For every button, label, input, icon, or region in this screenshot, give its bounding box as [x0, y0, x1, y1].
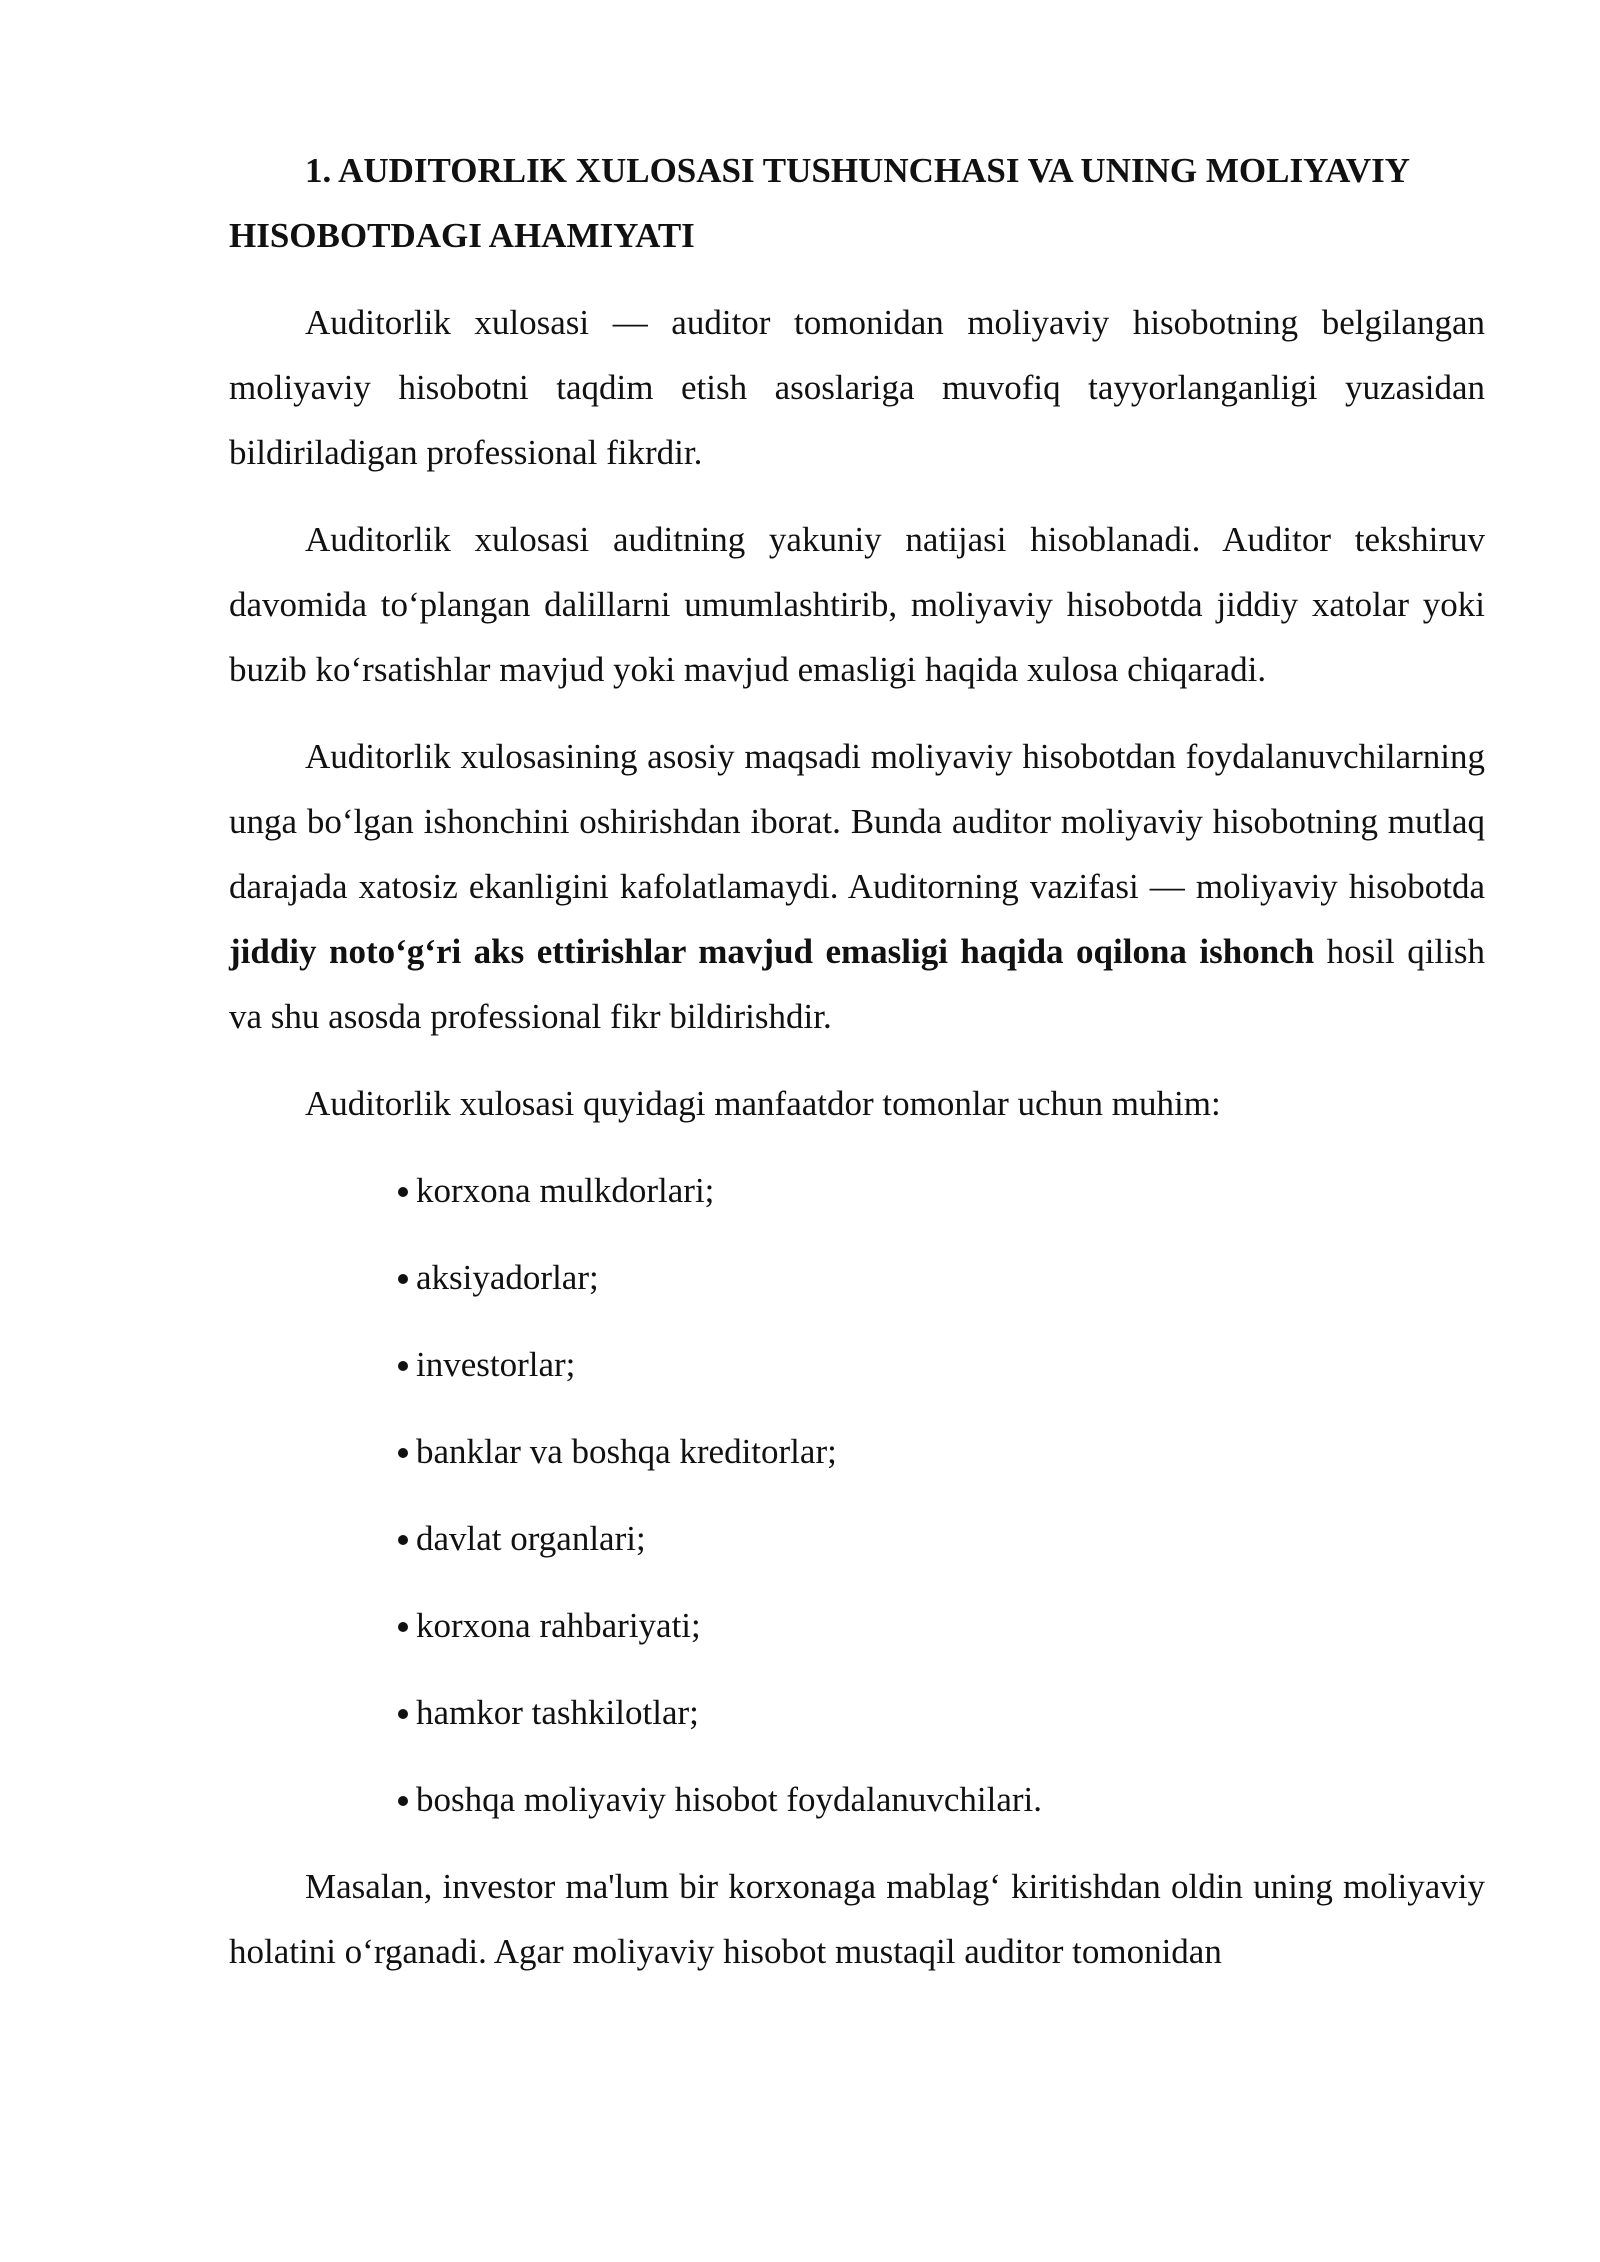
stakeholder-list — [229, 1158, 1485, 1832]
list-item-text: korxona mulkdorlari; — [416, 1171, 715, 1210]
list-item — [398, 1419, 1485, 1484]
list-item-text: hamkor tashkilotlar; — [416, 1693, 699, 1732]
bullet-icon — [398, 1448, 408, 1458]
list-item-text: davlat organlari; — [416, 1519, 646, 1558]
list-item — [398, 1680, 1485, 1745]
heading-line-2: HISOBOTDAGI AHAMIYATI — [229, 216, 695, 255]
purpose-text-before: Auditorlik xulosasining asosiy maqsadi moliyaviy hisobotdan foydalanuvchilarning unga bo‘lgan ishonchini oshirishdan iborat. Bunda auditor moliyaviy hisobotning mutlaq darajada xatosiz ekanligini kafolatlamaydi. Auditorning vazifasi — moliyaviy hisobotda — [229, 737, 1485, 906]
bullet-icon — [398, 1535, 408, 1545]
list-item — [398, 1593, 1485, 1658]
list-item — [398, 1506, 1485, 1571]
heading-line-1: 1. AUDITORLIK XULOSASI TUSHUNCHASI VA UNING MOLIYAVIY — [305, 151, 1411, 190]
list-intro: Auditorlik xulosasi quyidagi manfaatdor tomonlar uchun muhim: — [305, 1084, 1221, 1123]
list-item-text: banklar va boshqa kreditorlar; — [416, 1432, 837, 1471]
bullet-icon — [398, 1187, 408, 1197]
purpose-text-bold: jiddiy noto‘g‘ri aks ettirishlar mavjud emasligi haqida oqilona ishonch — [229, 932, 1315, 971]
list-item-text: korxona rahbariyati; — [416, 1606, 701, 1645]
bullet-icon — [398, 1709, 408, 1719]
list-item — [398, 1332, 1485, 1397]
bullet-icon — [398, 1622, 408, 1632]
list-item — [398, 1245, 1485, 1310]
list-item — [398, 1767, 1485, 1832]
section-heading — [229, 138, 1485, 268]
example-paragraph: Masalan, investor ma'lum bir korxonaga mablag‘ kiritishdan oldin uning moliyaviy holatini o‘rganadi. Agar moliyaviy hisobot mustaqil auditor tomonidan — [229, 1867, 1485, 1971]
bullet-icon — [398, 1274, 408, 1284]
definition-paragraph: Auditorlik xulosasi — auditor tomonidan moliyaviy hisobotning belgilangan moliyaviy hisobotni taqdim etish asoslariga muvofiq tayyorlanganligi yuzasidan bildiriladigan professional fikrdir. — [229, 303, 1485, 472]
purpose-text-after: hosil qilish va shu asosda professional fikr bildirishdir. — [229, 932, 1485, 1036]
document-page — [229, 138, 1485, 2006]
purpose-paragraph — [229, 724, 1485, 1049]
result-paragraph: Auditorlik xulosasi auditning yakuniy natijasi hisoblanadi. Auditor tekshiruv davomida to‘plangan dalillarni umumlashtirib, moliyaviy hisobotda jiddiy xatolar yoki buzib ko‘rsatishlar mavjud yoki mavjud emasligi haqida xulosa chiqaradi. — [229, 520, 1485, 689]
bullet-icon — [398, 1361, 408, 1371]
list-item-text: aksiyadorlar; — [416, 1258, 599, 1297]
list-item-text: boshqa moliyaviy hisobot foydalanuvchilari. — [416, 1780, 1043, 1819]
list-item — [398, 1158, 1485, 1223]
bullet-icon — [398, 1796, 408, 1806]
list-item-text: investorlar; — [416, 1345, 576, 1384]
